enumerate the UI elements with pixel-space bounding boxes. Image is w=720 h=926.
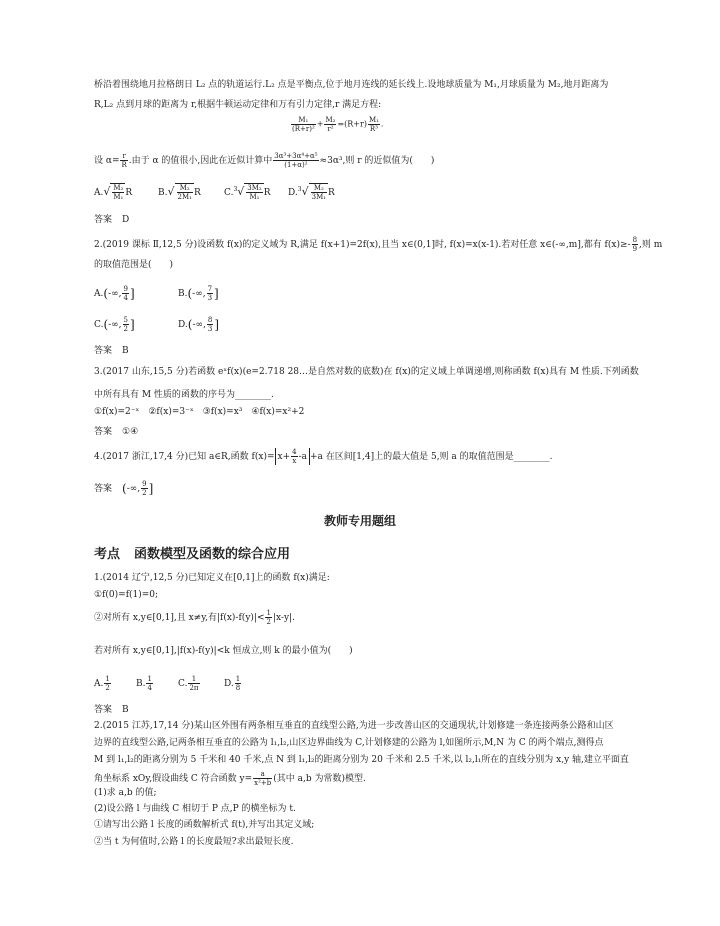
eq-term-1: $\frac{\text{M₁}}{\text{(R+r)²}}$: [292, 116, 315, 133]
intro-option-c: C.$^3$√ $\frac{\text{3M₂}}{\text{M₁}}$ R: [224, 184, 271, 201]
q2-option-a: A.(-∞, $\frac{9}{4}$ ]: [94, 285, 135, 302]
intro-option-b: B.√ $\frac{\text{M₂}}{\text{2M₁}}$ R: [158, 184, 201, 201]
intro-answer: 答案 D: [94, 215, 130, 225]
q4-line-1: 4.(2017 浙江,17,4 分)已知 a∈R,函数 f(x)= x+ $\frac{4}{x}$ -a +a 在区间[1,4]上的最大值是 5,则 a 的取值范围是________.: [94, 448, 553, 465]
q6-line-2: 边界的直线型公路,记两条相互垂直的公路为 l₁,l₂,山区边界曲线为 C,计划修建的公路为 l,如图所示,M,N 为 C 的两个端点,测得点: [94, 738, 604, 748]
q6-line-7: ①请写出公路 l 长度的函数解析式 f(t),并写出其定义域;: [94, 820, 315, 830]
q2-option-b: B.(-∞, $\frac{7}{3}$ ]: [178, 285, 219, 302]
q6-line-5: (1)求 a,b 的值;: [94, 788, 157, 798]
q2-line-2: 的取值范围是( ): [94, 260, 174, 270]
q3-line-2: 中所有具有 M 性质的函数的序号为________.: [94, 390, 274, 400]
q2-answer: 答案 B: [94, 346, 129, 356]
q4-answer: 答案 (-∞, $\frac{9}{2}$ ]: [94, 480, 154, 497]
q5-option-d: D. $\frac{1}{8}$: [224, 675, 241, 692]
q5-line-2: ①f(0)=f(1)=0;: [94, 590, 159, 600]
section-title: 教师专用题组: [323, 514, 396, 528]
kaodian-heading: 考点 函数模型及函数的综合应用: [94, 547, 291, 562]
eq-term-3: $\frac{\text{M₁}}{\text{R³}}$: [368, 116, 379, 133]
q3-answer: 答案 ①④: [94, 427, 139, 437]
intro-line-3: 设 α= $\frac{r}{R}$ .由于 α 的值很小,因此在近似计算中 $\frac{\text{3α³+3α⁴+α⁵}}{\text{(1+α)²}}$ ≈3α³,则 r 的近似值为( ): [94, 152, 435, 169]
q5-option-a: A. $\frac{1}{2}$: [94, 675, 110, 692]
q5-line-3: ②对所有 x,y∈[0,1],且 x≠y,有|f(x)-f(y)|< $\frac{1}{2}$ |x-y|.: [94, 609, 295, 626]
q6-line-1: 2.(2015 江苏,17,14 分)某山区外围有两条相互垂直的直线型公路,为进一步改善山区的交通现状,计划修建一条连接两条公路和山区: [94, 721, 614, 731]
q5-option-b: B. $\frac{1}{4}$: [136, 675, 152, 692]
q5-answer: 答案 B: [94, 705, 129, 715]
intro-equation: $\frac{\text{M₁}}{\text{(R+r)²}}$ + $\frac{\text{M₂}}{\text{r²}}$ =(R+r) $\frac{\text{M₁}}{\text{R³}}$ .: [292, 116, 384, 133]
q2-line-1: 2.(2019 课标 Ⅱ,12,5 分)设函数 f(x)的定义域为 R,满足 f(x+1)=2f(x),且当 x∈(0,1]时, f(x)=x(x-1).若对任意 x∈(-∞,m],都有 f(x)≥- $\frac{8}{9}$ ,则 m: [94, 236, 663, 253]
q6-line-3: M 到 l₁,l₂的距离分别为 5 千米和 40 千米,点 N 到 l₁,l₂的距离分别为 20 千米和 2.5 千米,以 l₂,l₁所在的直线分别为 x,y 轴,建立平面直: [94, 755, 629, 765]
q5-line-1: 1.(2014 辽宁,12,5 分)已知定义在[0,1]上的函数 f(x)满足:: [94, 573, 330, 583]
eq-term-2: $\frac{\text{M₂}}{\text{r²}}$: [325, 116, 336, 133]
q5-option-c: C. $\frac{1}{2\pi}$: [178, 675, 199, 692]
q2-option-c: C.(-∞, $\frac{5}{2}$ ]: [94, 316, 135, 333]
intro-option-a: A.√ $\frac{\text{M₂}}{\text{M₁}}$ R: [94, 184, 133, 201]
q5-line-4: 若对所有 x,y∈[0,1],|f(x)-f(y)|<k 恒成立,则 k 的最小值为( ): [94, 646, 353, 656]
q2-option-d: D.(-∞, $\frac{8}{3}$ ]: [178, 316, 220, 333]
intro-option-d: D.$^3$√ $\frac{\text{M₂}}{\text{3M₁}}$ R: [288, 184, 335, 201]
q6-line-4: 角坐标系 xOy,假设曲线 C 符合函数 y= $\frac{a}{\text{x²+b}}$ (其中 a,b 为常数)模型.: [94, 770, 366, 787]
q6-line-8: ②当 t 为何值时,公路 l 的长度最短?求出最短长度.: [94, 837, 294, 847]
intro-line-1: 桥沿着围绕地月拉格朗日 L₂ 点的轨道运行.L₂ 点是平衡点,位于地月连线的延长线上.设地球质量为 M₁,月球质量为 M₂,地月距离为: [94, 80, 609, 90]
q3-line-3: ①f(x)=2⁻ˣ ②f(x)=3⁻ˣ ③f(x)=x³ ④f(x)=x²+2: [94, 407, 305, 417]
q6-line-6: (2)设公路 l 与曲线 C 相切于 P 点,P 的横坐标为 t.: [94, 804, 296, 814]
intro-line-2: R,L₂ 点到月球的距离为 r,根据牛顿运动定律和万有引力定律,r 满足方程:: [94, 100, 382, 110]
q3-line-1: 3.(2017 山东,15,5 分)若函数 eˣf(x)(e=2.718 28…是自然对数的底数)在 f(x)的定义域上单调递增,则称函数 f(x)具有 M 性质.下列函数: [94, 367, 639, 377]
